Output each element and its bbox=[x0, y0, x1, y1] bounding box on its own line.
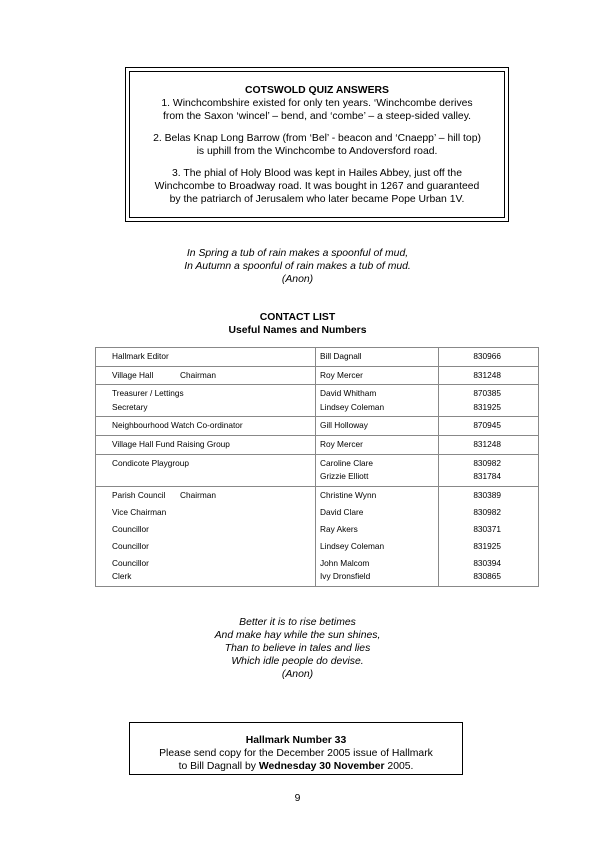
name-text: Caroline Clare bbox=[320, 457, 374, 468]
number-text: 831248 bbox=[473, 438, 501, 449]
notice-title: Hallmark Number 33 bbox=[245, 735, 347, 746]
contact-list-title: CONTACT LIST bbox=[259, 312, 336, 323]
quiz-answer-line: 2. Belas Knap Long Barrow (from ‘Bel’ - beacon and ‘Cnaepp’ – hill top) bbox=[153, 133, 481, 144]
contact-name bbox=[316, 366, 439, 385]
name-text: Ivy Dronsfield bbox=[320, 571, 371, 582]
role-text: Chairman bbox=[180, 489, 216, 500]
number-text: 831248 bbox=[473, 369, 501, 380]
name-text: Roy Mercer bbox=[320, 369, 363, 380]
contact-number bbox=[439, 348, 539, 367]
contact-role bbox=[96, 454, 316, 486]
name-text: David Clare bbox=[320, 506, 364, 517]
name-text: Lindsey Coleman bbox=[320, 401, 385, 412]
contact-list-heading bbox=[0, 311, 595, 337]
contact-role bbox=[96, 486, 316, 586]
contact-number bbox=[439, 366, 539, 385]
number-text: 830865 bbox=[473, 571, 501, 582]
name-text: Grizzie Elliott bbox=[320, 471, 369, 482]
name-text: David Whitham bbox=[320, 388, 377, 399]
poem-attribution: (Anon) bbox=[281, 669, 314, 680]
contact-role bbox=[96, 385, 316, 417]
poem-line: Better it is to rise betimes bbox=[239, 617, 356, 628]
role-text: Treasurer / Lettings bbox=[112, 388, 184, 399]
table-row bbox=[96, 385, 539, 417]
role-text: Village Hall bbox=[112, 369, 154, 380]
role-text: Councillor bbox=[112, 540, 149, 551]
quiz-answer-line: Winchcombe to Broadway road. It was bought in 1267 and guaranteed bbox=[154, 181, 480, 192]
quiz-answer-line: 3. The phial of Holy Blood was kept in Hailes Abbey, just off the bbox=[172, 168, 462, 179]
name-text: Bill Dagnall bbox=[320, 351, 362, 361]
poem-rise-betimes bbox=[0, 616, 595, 681]
quiz-answer-line: by the patriarch of Jerusalem who later became Pope Urban 1V. bbox=[169, 194, 465, 205]
number-text: 830982 bbox=[473, 506, 501, 517]
role-text: Clerk bbox=[112, 571, 132, 582]
number-text: 870385 bbox=[473, 388, 501, 399]
contact-name bbox=[316, 454, 439, 486]
quiz-answers-inner bbox=[129, 71, 505, 218]
contact-number bbox=[439, 454, 539, 486]
page-number: 9 bbox=[294, 793, 301, 804]
notice-text: 2005. bbox=[384, 761, 414, 772]
contact-role bbox=[96, 417, 316, 436]
quiz-title: COTSWOLD QUIZ ANSWERS bbox=[245, 85, 389, 96]
role-line bbox=[112, 489, 311, 503]
role-text: Village Hall Fund Raising Group bbox=[112, 438, 230, 449]
number-text: 830394 bbox=[473, 557, 501, 568]
number-text: 831925 bbox=[473, 540, 501, 551]
poem-line: Which idle people do devise. bbox=[231, 656, 364, 667]
number-text: 830371 bbox=[473, 523, 501, 534]
role-text: Councillor bbox=[112, 557, 149, 568]
name-text: Gill Holloway bbox=[320, 420, 368, 431]
number-text: 831925 bbox=[473, 401, 501, 412]
contact-list-subtitle: Useful Names and Numbers bbox=[228, 325, 367, 336]
quiz-answer-line: is uphill from the Winchcombe to Andoversford road. bbox=[196, 146, 438, 157]
contact-name bbox=[316, 348, 439, 367]
quiz-answers-box bbox=[125, 67, 509, 222]
contact-role bbox=[96, 366, 316, 385]
contact-number bbox=[439, 435, 539, 454]
number-text: 830982 bbox=[473, 457, 501, 468]
contact-number bbox=[439, 417, 539, 436]
role-text: Parish Council bbox=[112, 489, 166, 500]
name-text: Christine Wynn bbox=[320, 489, 377, 500]
quiz-answer-1 bbox=[136, 97, 498, 123]
role-text: Neighbourhood Watch Co-ordinator bbox=[112, 420, 243, 431]
poem-line: In Spring a tub of rain makes a spoonful of mud, bbox=[186, 248, 409, 259]
table-row bbox=[96, 417, 539, 436]
poem-line: And make hay while the sun shines, bbox=[214, 630, 381, 641]
role-text: Councillor bbox=[112, 523, 149, 534]
contact-name bbox=[316, 486, 439, 586]
name-text: John Malcom bbox=[320, 557, 370, 568]
number-text: 830389 bbox=[473, 489, 501, 500]
name-text: Lindsey Coleman bbox=[320, 540, 385, 551]
poem-line: In Autumn a spoonful of rain makes a tub of mud. bbox=[184, 261, 411, 272]
quiz-answer-line: from the Saxon ‘wincel’ – bend, and ‘combe’ – a steep-sided valley. bbox=[162, 111, 472, 122]
contact-number bbox=[439, 486, 539, 586]
contact-number bbox=[439, 385, 539, 417]
quiz-answer-3 bbox=[136, 167, 498, 206]
number-text: 830966 bbox=[473, 351, 501, 361]
table-row bbox=[96, 435, 539, 454]
contact-role bbox=[96, 435, 316, 454]
role-text: Hallmark Editor bbox=[112, 351, 169, 361]
poem-line: Than to believe in tales and lies bbox=[224, 643, 371, 654]
name-text: Roy Mercer bbox=[320, 438, 363, 449]
quiz-answer-2 bbox=[136, 132, 498, 158]
contact-name bbox=[316, 385, 439, 417]
poem-attribution: (Anon) bbox=[281, 274, 314, 285]
table-row bbox=[96, 366, 539, 385]
name-text: Ray Akers bbox=[320, 523, 358, 534]
poem-spring-autumn bbox=[0, 247, 595, 286]
quiz-answer-line: 1. Winchcombshire existed for only ten years. ‘Winchcombe derives bbox=[161, 98, 473, 109]
number-text: 870945 bbox=[473, 420, 501, 431]
table-row bbox=[96, 454, 539, 486]
table-row bbox=[96, 348, 539, 367]
notice-text: to Bill Dagnall by bbox=[178, 761, 259, 772]
role-text: Chairman bbox=[180, 369, 216, 380]
table-row bbox=[96, 486, 539, 586]
contact-name bbox=[316, 435, 439, 454]
contact-role bbox=[96, 348, 316, 367]
contact-name bbox=[316, 417, 439, 436]
role-text: Secretary bbox=[112, 401, 148, 412]
role-text: Vice Chairman bbox=[112, 506, 167, 517]
hallmark-notice-box bbox=[129, 722, 463, 775]
role-text: Condicote Playgroup bbox=[112, 457, 190, 468]
notice-line: Please send copy for the December 2005 issue of Hallmark bbox=[159, 748, 433, 759]
notice-line-deadline bbox=[130, 760, 462, 773]
notice-deadline: Wednesday 30 November bbox=[258, 761, 385, 772]
number-text: 831784 bbox=[473, 471, 501, 482]
contact-table bbox=[95, 347, 539, 587]
